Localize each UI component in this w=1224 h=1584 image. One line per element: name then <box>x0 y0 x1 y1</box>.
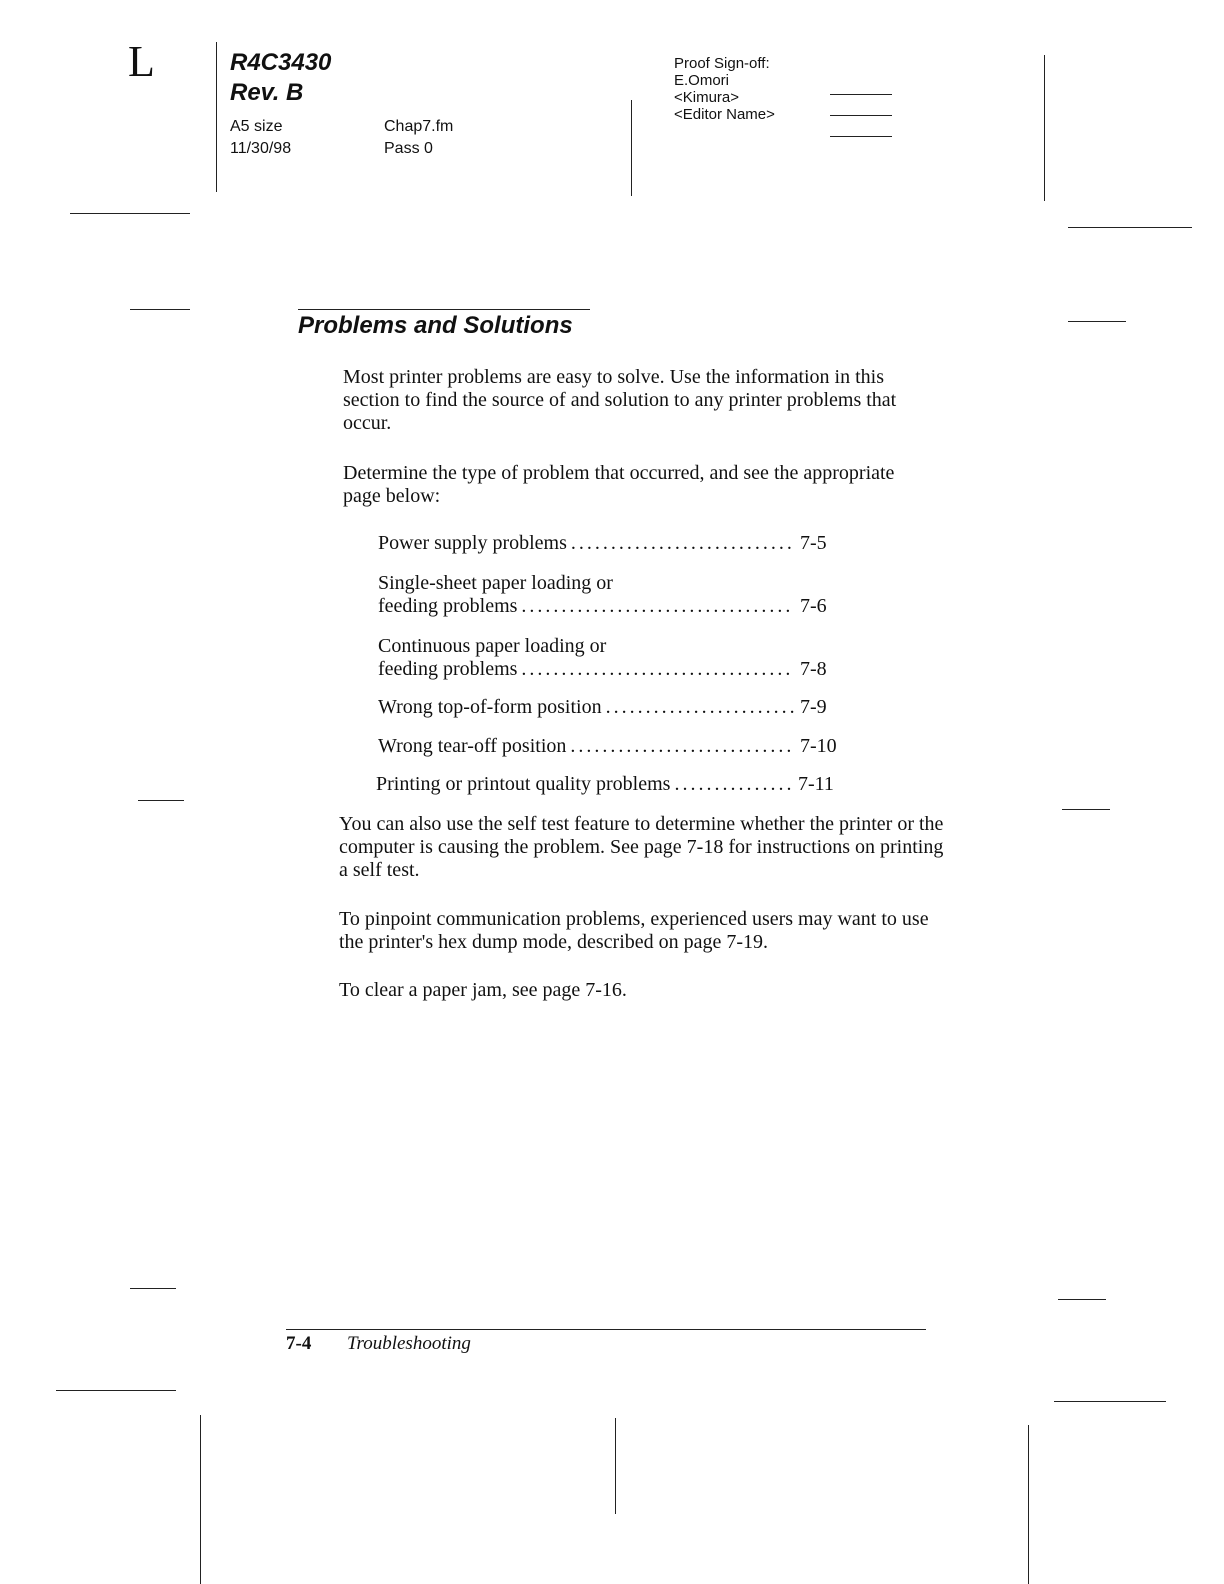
signoff-name: E.Omori <box>674 72 730 89</box>
crop-mark <box>200 1415 201 1584</box>
revision: Rev. B <box>230 79 304 106</box>
toc-page-ref: 7-8 <box>800 658 827 680</box>
doc-code: R4C3430 <box>230 49 332 76</box>
signature-line <box>830 115 892 116</box>
crop-mark <box>70 213 190 214</box>
crop-mark <box>1054 1401 1166 1402</box>
signature-line <box>830 94 892 95</box>
crop-mark <box>1028 1425 1029 1584</box>
doc-date: 11/30/98 <box>230 140 292 157</box>
page-number: 7-4 <box>286 1333 312 1354</box>
toc-entry-label: Power supply problems <box>378 532 567 554</box>
paper-jam-paragraph: To clear a paper jam, see page 7-16. <box>339 979 627 1001</box>
intro-paragraph: Most printer problems are easy to solve. Use the information in this section to find the source of and solution to any printer problems that occur. <box>343 366 897 434</box>
toc-entry[interactable] <box>378 696 840 719</box>
toc-entry[interactable] <box>376 773 838 796</box>
crop-mark <box>1058 1299 1106 1300</box>
crop-mark <box>138 800 184 801</box>
leader-dots <box>570 735 794 758</box>
signoff-name: <Kimura> <box>674 89 740 106</box>
signoff-name: <Editor Name> <box>674 106 775 123</box>
size-date-block <box>230 116 291 160</box>
crop-mark <box>1068 321 1126 322</box>
toc-page-ref: 7-10 <box>800 735 837 757</box>
toc-entry-label: feeding problems <box>378 658 518 680</box>
header-divider <box>216 42 217 192</box>
crop-mark <box>130 1288 176 1289</box>
crop-mark <box>615 1418 616 1514</box>
proof-signoff <box>674 55 775 123</box>
hex-dump-paragraph: To pinpoint communication problems, experienced users may want to use the printer's hex dump mode, described on page 7-19. <box>339 908 929 953</box>
toc-entry-label: Continuous paper loading or <box>378 635 607 657</box>
toc-entry[interactable] <box>378 532 840 555</box>
toc-page-ref: 7-11 <box>798 773 834 795</box>
toc-page-ref: 7-5 <box>800 532 827 554</box>
toc-entry-label: Single-sheet paper loading or <box>378 572 613 594</box>
leader-dots <box>571 532 794 555</box>
doc-id-block <box>230 48 331 108</box>
crop-mark <box>1044 55 1045 201</box>
toc-page-ref: 7-9 <box>800 696 827 718</box>
intro-paragraph: Determine the type of problem that occurred, and see the appropriate page below: <box>343 462 895 507</box>
crop-mark <box>1068 227 1192 228</box>
toc-entry-label: feeding problems <box>378 595 518 617</box>
toc-entry[interactable] <box>378 572 840 618</box>
signature-line <box>830 136 892 137</box>
crop-mark <box>1062 809 1110 810</box>
leader-dots <box>674 773 792 796</box>
self-test-paragraph: You can also use the self test feature to determine whether the printer or the computer is causing the problem. See page 7-18 for instructions on printing a self test. <box>339 813 944 881</box>
pass-number: Pass 0 <box>384 140 433 157</box>
file-name: Chap7.fm <box>384 118 454 135</box>
header-divider <box>631 100 632 196</box>
leader-dots <box>606 696 794 719</box>
toc-entry-label: Printing or printout quality problems <box>376 773 671 795</box>
crop-mark <box>130 309 190 310</box>
toc-page-ref: 7-6 <box>800 595 827 617</box>
side-letter: L <box>128 37 155 86</box>
section-title: Problems and Solutions <box>298 312 573 339</box>
toc-entry[interactable] <box>378 635 840 681</box>
toc-entry-label: Wrong top-of-form position <box>378 696 602 718</box>
signoff-title: Proof Sign-off: <box>674 55 770 72</box>
toc-entry-label: Wrong tear-off position <box>378 735 567 757</box>
file-pass-block <box>384 116 453 160</box>
crop-mark <box>56 1390 176 1391</box>
leader-dots <box>521 595 794 618</box>
footer-rule <box>286 1329 926 1330</box>
toc-entry[interactable] <box>378 735 840 758</box>
chapter-title: Troubleshooting <box>347 1333 471 1354</box>
leader-dots <box>521 658 794 681</box>
page-size: A5 size <box>230 118 283 135</box>
